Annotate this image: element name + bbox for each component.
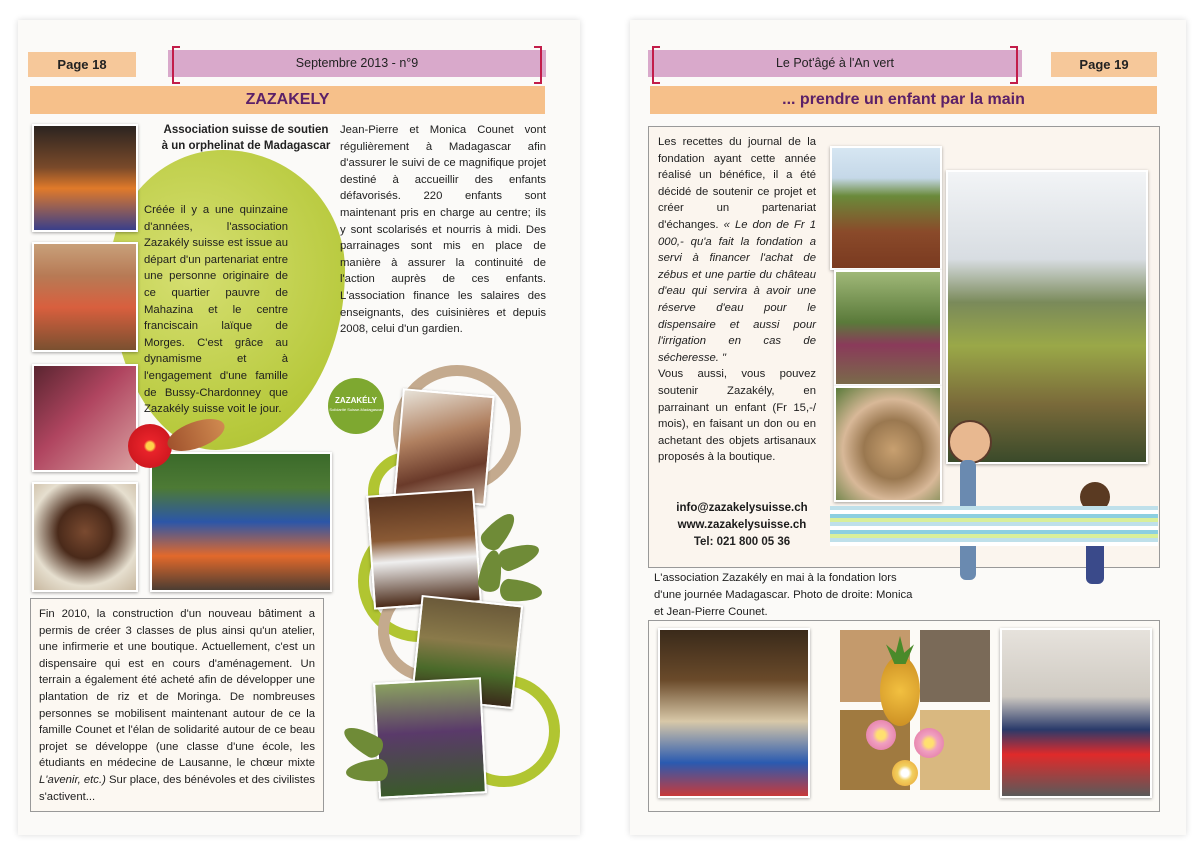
support-text-quote: « Le don de Fr 1 000,- qu'a fait la fondation a servi à financer l'achat de zébus et une partie du château d'eau qui servira à avoir une réserve d'eau pour le dispensaire et aussi pour l'irrigation en cas de sécheresse. " xyxy=(658,218,817,364)
photo-weaving-woman xyxy=(393,388,494,506)
photo-schoolyard xyxy=(150,452,332,592)
leaf-icon xyxy=(499,578,543,604)
issue-label: Septembre 2013 - n°9 xyxy=(295,56,419,70)
column-2-text: Jean-Pierre et Monica Counet vont régulièrement à Madagascar afin d'assurer le suivi de ce magnifique projet destiné à accueillir des enfants défavorisés. 220 enfants sont maintenant pris en charge au centre; ils y sont scolarisés et nourris à midi. Des parrainages sont mis en place de manière à assurer la continuité de l'action auprès de ces enfants. L'association finance les salaires des enseignants, des cuisinières et depuis 2008, celui d'un gardien. xyxy=(340,124,546,336)
bottom-text-italic: L'avenir, etc.) xyxy=(39,773,106,786)
photo-girl-portrait xyxy=(32,482,138,592)
issue-label-right: Le Pot'âgé à l'An vert xyxy=(775,56,895,70)
issue-header xyxy=(168,50,546,77)
bracket-left xyxy=(652,46,660,84)
flower-pink-icon xyxy=(866,720,896,750)
decorative-waves xyxy=(830,506,1158,546)
flower-pink-icon xyxy=(914,728,944,758)
logo-text: ZAZAKÉLY xyxy=(335,396,377,405)
email-link[interactable]: info@zazakelysuisse.ch xyxy=(676,502,808,514)
pineapple-icon xyxy=(880,656,920,726)
photo-loom-worker xyxy=(366,488,482,609)
bracket-right xyxy=(1010,46,1018,84)
page-number-right: Page 19 xyxy=(1051,52,1157,77)
page-title-left: ZAZAKELY xyxy=(30,86,545,114)
photo-field-rows xyxy=(830,146,942,270)
bottom-text-box xyxy=(30,598,324,812)
photo-girl-writing xyxy=(32,364,138,472)
leaf-icon xyxy=(345,758,389,784)
left-page xyxy=(18,20,580,835)
bottom-text-part2: Sur place, des bénévoles et des civilistes s'activent... xyxy=(39,773,315,803)
right-page xyxy=(630,20,1186,835)
photo-rice-paddies xyxy=(946,170,1148,464)
photo-market-stall xyxy=(658,628,810,798)
photo-hands-seeds xyxy=(834,386,942,502)
photo-classroom xyxy=(32,242,138,352)
subtitle-line-2: à un orphelinat de Madagascar xyxy=(161,140,331,152)
photo-caption: L'association Zazakély en mai à la fondation lors d'une journée Madagascar. Photo de droite: Monica et Jean-Pierre Counet. xyxy=(654,572,913,618)
hibiscus-flower-icon xyxy=(128,424,172,468)
website-link[interactable]: www.zazakelysuisse.ch xyxy=(677,519,807,531)
page-title-right: ... prendre un enfant par la main xyxy=(650,86,1157,114)
photo-farmer-woman xyxy=(373,677,487,798)
article-subtitle xyxy=(146,122,346,154)
support-text xyxy=(658,134,816,466)
column-1-text: Créée il y a une quinzaine d'années, l'association Zazakély suisse est issue au départ d'un partenariat entre une personne originaire de ce quartier pauvre de Mahazina et le centre franciscain laïque de Morges. C'est grâce au dynamisme et à l'engagement d'une famille de Bussy-Chardonney que Zazakély suisse voit le jour. xyxy=(144,204,288,416)
flower-yellow-icon xyxy=(892,760,918,786)
logo-subtext: Solidarité Suisse-Madagascar xyxy=(329,407,383,412)
subtitle-line-1: Association suisse de soutien xyxy=(163,124,329,136)
zazakely-logo xyxy=(328,378,384,434)
phone-number: Tel: 021 800 05 36 xyxy=(693,536,791,548)
cartoon-old-man-head-icon xyxy=(948,420,992,464)
bottom-text-part1: Fin 2010, la construction d'un nouveau bâtiment a permis de créer 3 classes de plus ainsi qu'un atelier, une infirmerie et une boutique. Actuellement, c'est un dispensaire qui est en cours d'aménagement. Un terrain a également été acheté afin de développer une plantation de riz et de Moringa. De nombreuses personnes se mobilisent maintenant autour de ce la famille Counet et l'élan de solidarité autour de ce beau projet se développe (une classe d'une école, les étudiants en médecine de Lausanne, le chœur mixte xyxy=(39,608,315,770)
bracket-right xyxy=(534,46,542,84)
bracket-left xyxy=(172,46,180,84)
photo-man-carrying xyxy=(834,270,942,386)
issue-header-right xyxy=(648,50,1022,77)
support-text-call: Vous aussi, vous pouvez soutenir Zazakély, en parrainant un enfant (Fr 15,-/ mois), en faisant un don ou en achetant des objets artisanaux proposés à la boutique. xyxy=(658,368,816,464)
page-number-left: Page 18 xyxy=(28,52,136,77)
swatch-brown xyxy=(920,630,990,702)
contact-block xyxy=(662,500,822,551)
photo-counet-couple xyxy=(1000,628,1152,798)
photo-children-group xyxy=(32,124,138,232)
support-text-intro: Les recettes du journal de la fondation ayant cette année réalisé un bénéfice, il a été décidé de soutenir ce projet et créer un partenariat d'échanges. xyxy=(658,136,816,231)
